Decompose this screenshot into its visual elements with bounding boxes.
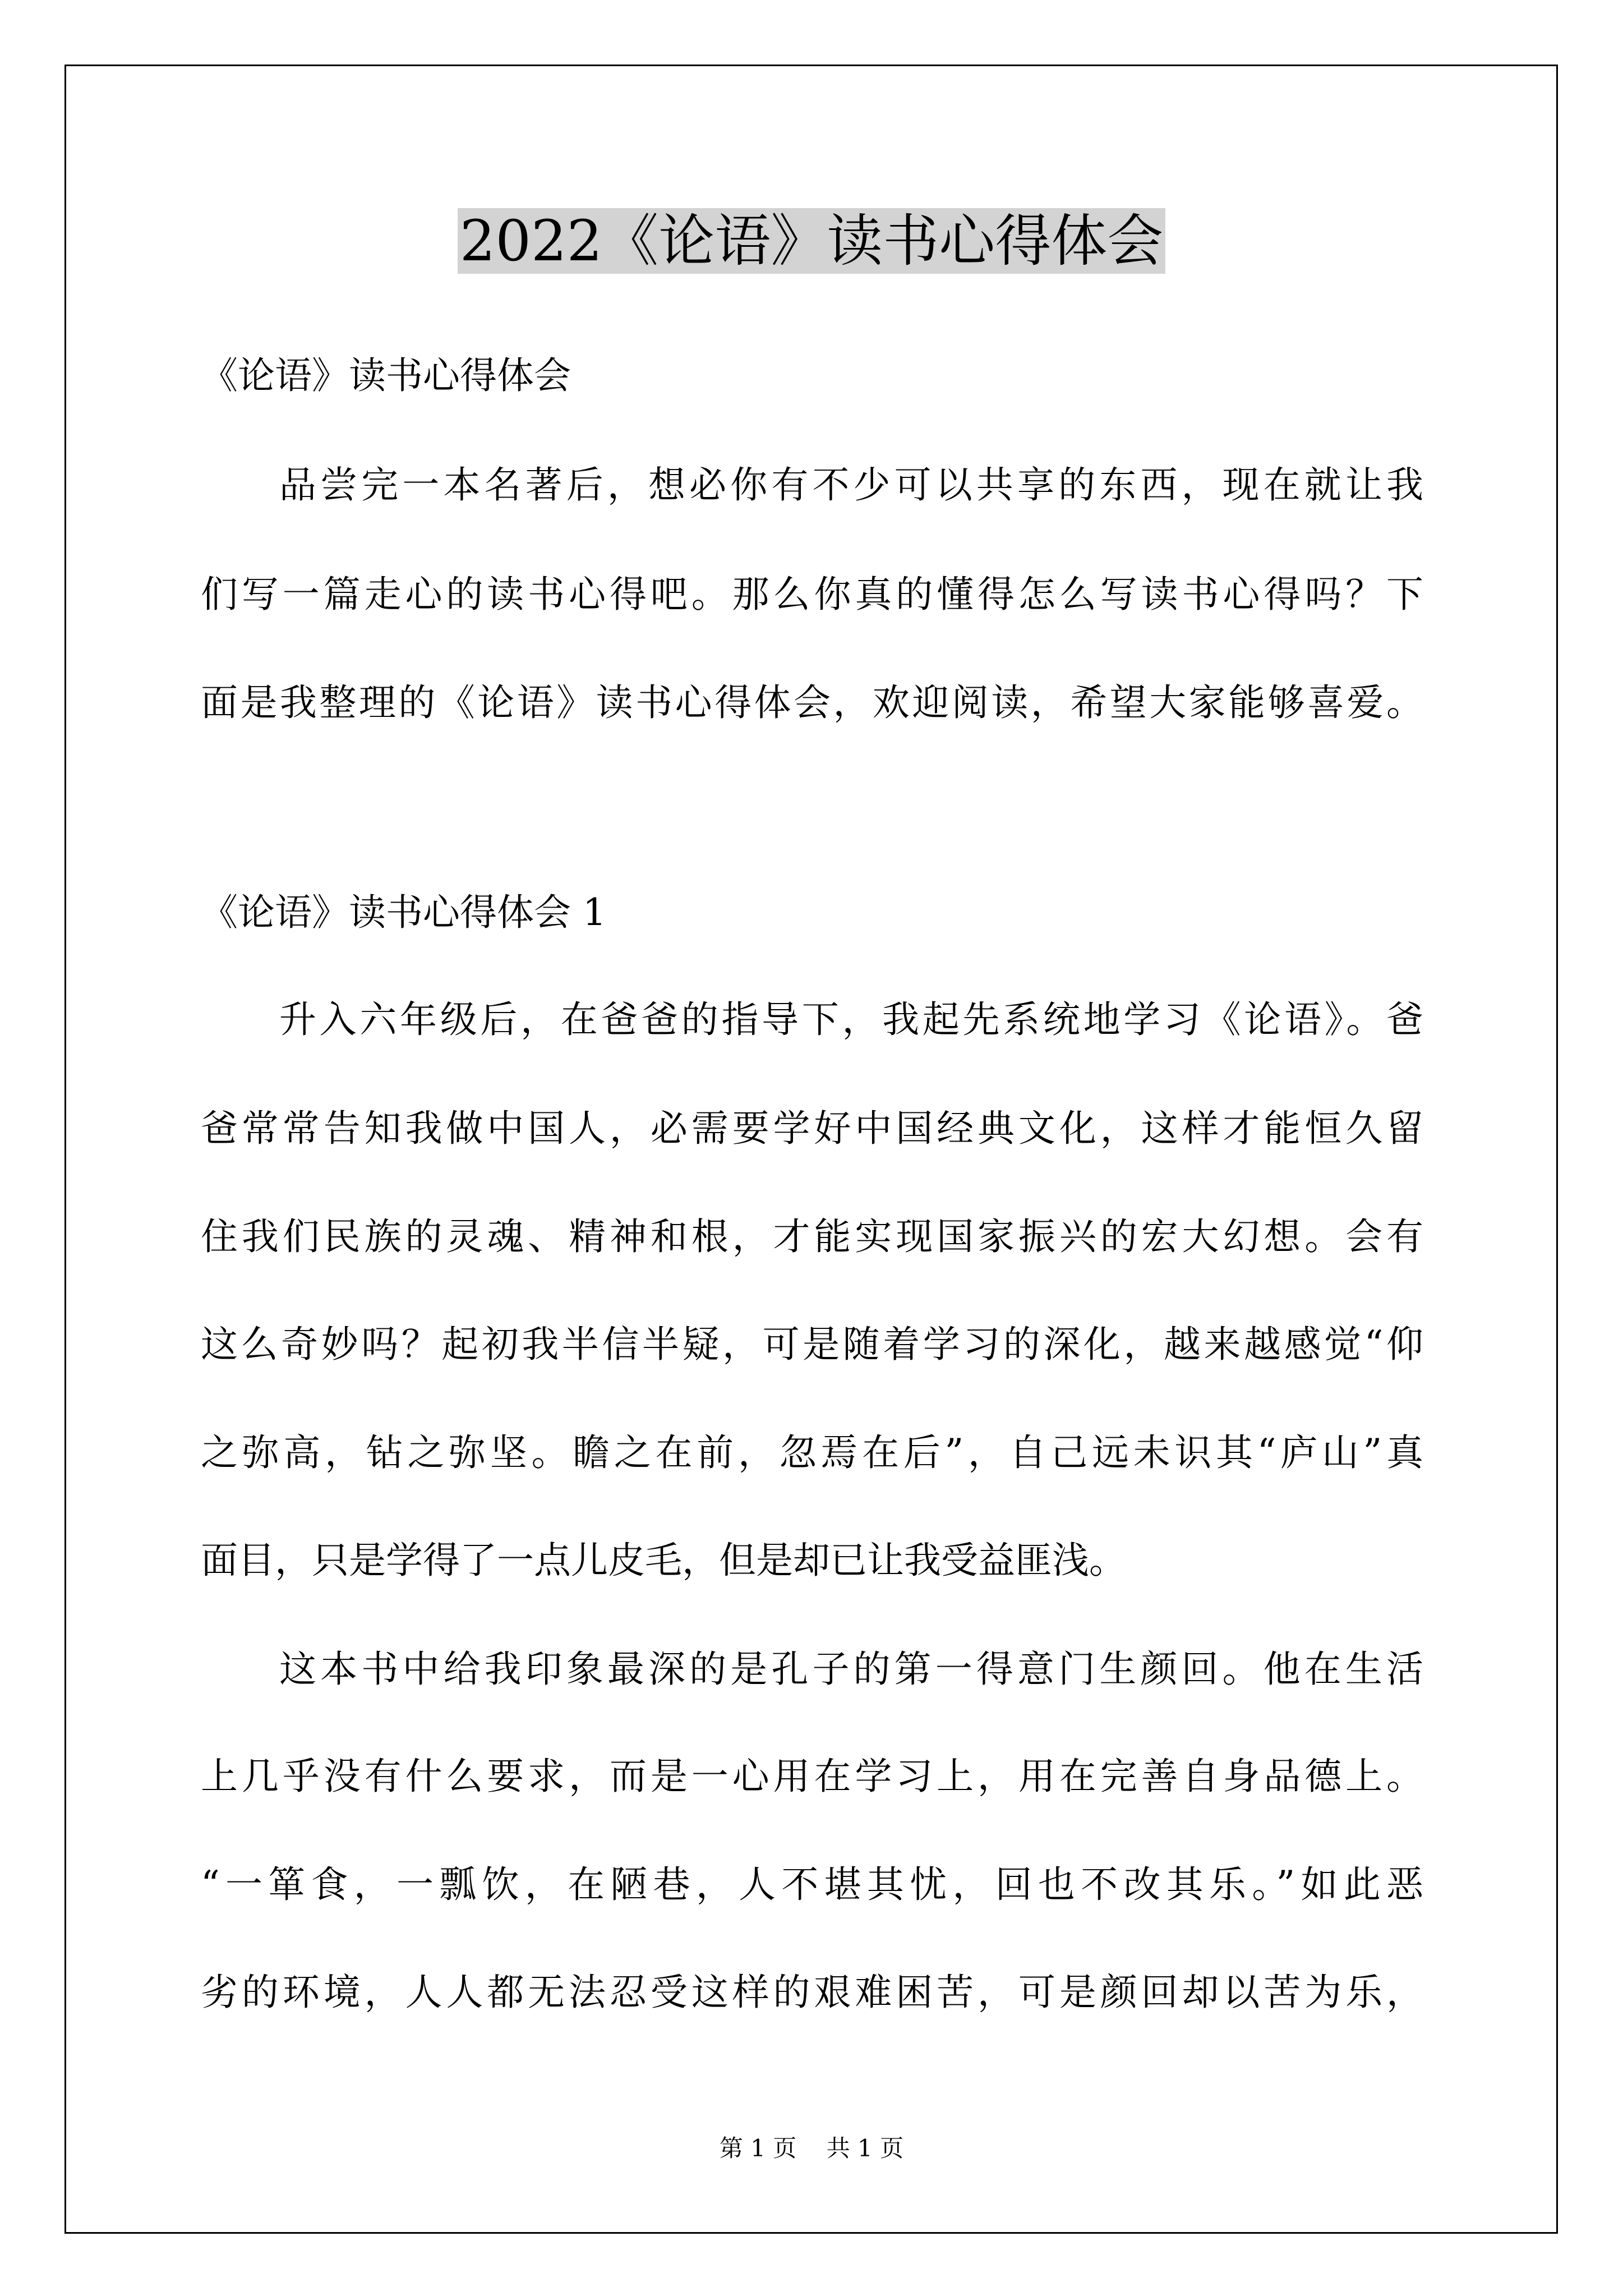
paragraph-line: 面目，只是学得了一点儿皮毛，但是却已让我受益匪浅。 — [201, 1539, 1126, 1582]
page-footer: 第 1 页 共 1 页 — [719, 2134, 904, 2162]
paragraph-line: 爸常常告知我做中国人，必需要学好中国经典文化，这样才能恒久留 — [201, 1107, 1423, 1150]
paragraph-line: “一箪食，一瓢饮，在陋巷，人不堪其忧，回也不改其乐。”如此恶 — [201, 1863, 1423, 1906]
paragraph-line: 上几乎没有什么要求，而是一心用在学习上，用在完善自身品德上。 — [201, 1755, 1423, 1798]
paragraph-line: 之弥高，钻之弥坚。瞻之在前，忽焉在后”，自己远未识其“庐山”真 — [201, 1431, 1423, 1474]
paragraph-line: 这本书中给我印象最深的是孔子的第一得意门生颜回。他在生活 — [279, 1648, 1423, 1691]
paragraph-line: 这么奇妙吗？起初我半信半疑，可是随着学习的深化，越来越感觉“仰 — [201, 1323, 1423, 1366]
paragraph-line: 升入六年级后，在爸爸的指导下，我起先系统地学习《论语》。爸 — [279, 998, 1423, 1041]
paragraph-line: 劣的环境，人人都无法忍受这样的艰难困苦，可是颜回却以苦为乐， — [201, 1971, 1423, 2014]
document-title-text: 2022《论语》读书心得体会 — [458, 208, 1166, 274]
intro-line: 们写一篇走心的读书心得吧。那么你真的懂得怎么写读书心得吗？下 — [201, 573, 1423, 616]
intro-line: 面是我整理的《论语》读书心得体会，欢迎阅读，希望大家能够喜爱。 — [201, 681, 1423, 724]
section-heading: 《论语》读书心得体会 1 — [201, 891, 606, 934]
document-subtitle: 《论语》读书心得体会 — [201, 354, 571, 397]
intro-line: 品尝完一本名著后，想必你有不少可以共享的东西，现在就让我 — [279, 463, 1423, 507]
paragraph-line: 住我们民族的灵魂、精神和根，才能实现国家振兴的宏大幻想。会有 — [201, 1215, 1423, 1258]
document-title — [0, 206, 1623, 276]
